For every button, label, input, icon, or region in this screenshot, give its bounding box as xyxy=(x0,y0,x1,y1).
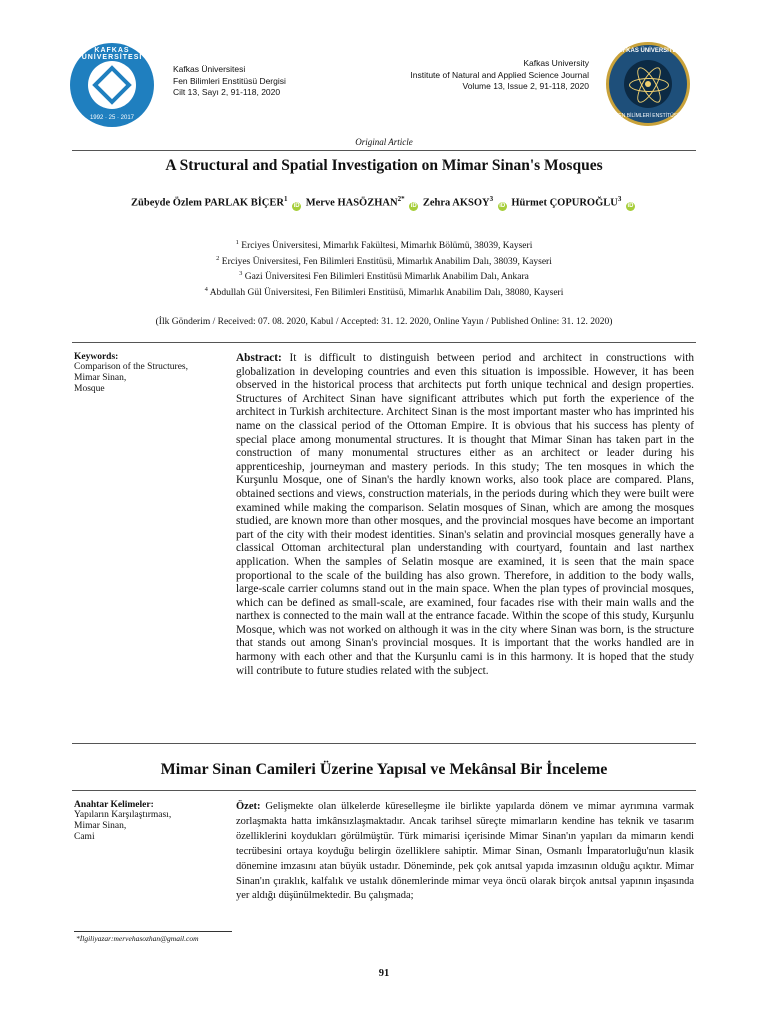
abstract-label: Abstract: xyxy=(236,352,282,364)
header-right-block xyxy=(410,58,589,93)
anahtar-item: Yapıların Karşılaştırması, xyxy=(74,810,172,820)
affiliation-text: Abdullah Gül Üniversitesi, Fen Bilimleri Enstitüsü, Mimarlık Anabilim Dalı, 38080, Kayseri xyxy=(209,288,564,299)
affiliation-text: Gazi Üniversitesi Fen Bilimleri Enstitüsü Mimarlık Anabilim Dalı, Ankara xyxy=(244,272,529,283)
header-left-line-3: Cilt 13, Sayı 2, 91-118, 2020 xyxy=(173,87,281,97)
header-right-line-2: Institute of Natural and Applied Science Journal xyxy=(410,69,589,80)
atom-nucleus-icon xyxy=(645,81,651,87)
footnote-label: *İlgiliyazar: xyxy=(76,934,114,943)
author-sup: 3 xyxy=(489,195,494,203)
ozet-text: Gelişmekte olan ülkelerde küreselleşme ile birlikte yapılarda dönem ve mimar ayrımına varmak zorlaşmakta hatta imkânsızlaşmaktadır. Ancak tarihsel süreçte mimarların kendine has teknik ve tasarım özelliklerini koydukları görülmüştür. Türk mimarisi içerisinde Mimar Sinan'ın yapıları da mimarın kendi tecrübesini ortaya koyduğu belirgin özelliklere sahiptir. Mimar Sinan, Osmanlı İmparatorluğu'nun klasik dönemine imzasını atan büyük ustadır. Döneminde, pek çok anıtsal yapıda imzasının olduğu açıktır. Mimar Sinan'ın çıraklık, kalfalık ve ustalık dönemlerinde mimar veya öncü olarak birçok anıtsal yapının inşasında yer aldığı düşünülmektedir. Bu çalışmada; xyxy=(236,801,695,902)
anahtar-label: Anahtar Kelimeler: xyxy=(74,800,154,810)
abstract xyxy=(236,352,694,678)
keyword-item: Mimar Sinan, xyxy=(74,373,127,383)
affiliations xyxy=(0,237,768,300)
keywords-block xyxy=(74,352,224,395)
abstract-text: It is difficult to distinguish between period and architect in constructions with globalization in developing countries and even this situation is impossible. However, it has been observed in the historical process that architects put forth unique technical and design properties. Structures of Architect Sinan have significant attributes which put forth the experience of the architect in Turkish architecture. Architect Sinan is the most important master who has imprinted his name on the classical period of the Ottoman Empire. It is obvious that his success has plenty of special place among monumental structures. It is thought that Mimar Sinan has taken part in the construction of many monumental structures either as an architect or leader during his apprenticeship, journeyman and mastery periods. In this study; The ten mosques in which the Kurşunlu Mosque, one of Sinan's the hardly known works, also took place are compared. Plans, obtained sections and views, construction materials, in the periods during which they were built were examined while making the comparison. Selatin mosques of Sinan, which are among the mosques studied, are known more than other mosques, and the provincial mosques have become an important part of the city with their modest identities. Sinan's selatin and provincial mosques generally have a classical Ottoman architectural plan understanding with courtyard, fountain and last narthex application. When the samples of Selatin mosque are examined, it is seen that the main space proportional to the scale of the building has also grown. Therefore, in addition to the body walls, large-scale carrier columns stand out in the main space. When the plan types of provincial mosques, which can be defined as small-scale, are examined, four facades rise with their main walls and the narthex is connected to the main wall at the entrance facade. Within the scope of this study, Kurşunlu Mosque, which was not worked on although it was in the city where Sinan was born, is the structure that stands out among Sinan's provincial mosques. It is important that the works handled are in harmony with each other and that the Kurşunlu cami is in this harmony. It is hoped that the study will contribute to future studies related with the subject. xyxy=(236,352,694,677)
section-divider xyxy=(72,342,696,343)
header-right-line-1: Kafkas University xyxy=(523,58,589,68)
keywords-label: Keywords: xyxy=(74,352,119,362)
ozet-label: Özet: xyxy=(236,801,261,812)
affiliation-text: Erciyes Üniversitesi, Mimarlık Fakültesi, Mimarlık Bölümü, 38039, Kayseri xyxy=(241,241,533,252)
anahtar-item: Cami xyxy=(74,832,95,842)
institute-logo-sub-text: FEN BİLİMLERİ ENSTİTÜSÜ xyxy=(615,113,681,119)
submission-dates: (İlk Gönderim / Received: 07. 08. 2020, Kabul / Accepted: 31. 12. 2020, Online Yayın / Published Online: 31. 12. 2020) xyxy=(155,317,613,327)
orcid-icon[interactable]: iD xyxy=(410,202,417,209)
header-left-line-2: Fen Bilimleri Enstitüsü Dergisi xyxy=(173,75,286,86)
author-name: Hürmet ÇOPUROĞLU xyxy=(511,197,618,209)
kafkas-university-logo xyxy=(70,43,154,127)
orcid-icon[interactable]: iD xyxy=(499,202,506,209)
footnote-email[interactable]: mervehasozhan@gmail.com xyxy=(113,934,199,943)
author-list xyxy=(0,195,768,211)
anahtar-item: Mimar Sinan, xyxy=(74,821,127,831)
affiliation-line xyxy=(0,268,768,284)
header-left-block xyxy=(173,64,286,99)
orcid-icon[interactable]: iD xyxy=(293,202,300,209)
section-divider xyxy=(72,790,696,791)
corresponding-author-footnote xyxy=(76,934,199,943)
affiliation-line xyxy=(0,284,768,300)
article-title: A Structural and Spatial Investigation on Mimar Sinan's Mosques xyxy=(165,157,603,174)
turkish-title: Mimar Sinan Camileri Üzerine Yapısal ve Mekânsal Bir İnceleme xyxy=(160,761,608,778)
institute-logo-ring-text: KAFKAS ÜNİVERSİTESİ xyxy=(613,48,683,54)
anahtar-kelimeler-block xyxy=(74,800,224,843)
affiliation-line xyxy=(0,237,768,253)
author-sup: 3 xyxy=(617,195,622,203)
footnote-divider xyxy=(74,931,232,932)
logo-ring-text: KAFKAS ÜNİVERSİTESİ xyxy=(81,47,143,61)
author-name: Zübeyde Özlem PARLAK BİÇER xyxy=(131,197,284,209)
affiliation-sup: 1 xyxy=(235,239,239,246)
affiliation-text: Erciyes Üniversitesi, Fen Bilimleri Enstitüsü, Mimarlık Anabilim Dalı, 38039, Kayseri xyxy=(221,256,552,267)
keyword-item: Comparison of the Structures, xyxy=(74,362,188,372)
logo-years: 1992 · 25 · 2017 xyxy=(89,115,135,121)
author-sup: 2* xyxy=(397,195,405,203)
affiliation-sup: 2 xyxy=(216,254,220,262)
ozet xyxy=(236,800,694,904)
author-name: Zehra AKSOY xyxy=(422,197,490,209)
affiliation-line xyxy=(0,253,768,269)
keyword-item: Mosque xyxy=(74,384,105,394)
author-name: Merve HASÖZHAN xyxy=(305,197,398,209)
section-divider xyxy=(72,743,696,744)
header-divider xyxy=(72,150,696,151)
orcid-icon[interactable]: iD xyxy=(627,202,634,209)
article-type: Original Article xyxy=(355,137,413,147)
institute-logo xyxy=(606,42,690,126)
author-sup: 1 xyxy=(283,195,288,203)
affiliation-sup: 3 xyxy=(239,270,243,278)
header-left-line-1: Kafkas Üniversitesi xyxy=(173,64,246,74)
affiliation-sup: 4 xyxy=(204,285,208,293)
header-right-line-3: Volume 13, Issue 2, 91-118, 2020 xyxy=(462,81,589,91)
page-number: 91 xyxy=(378,968,390,979)
